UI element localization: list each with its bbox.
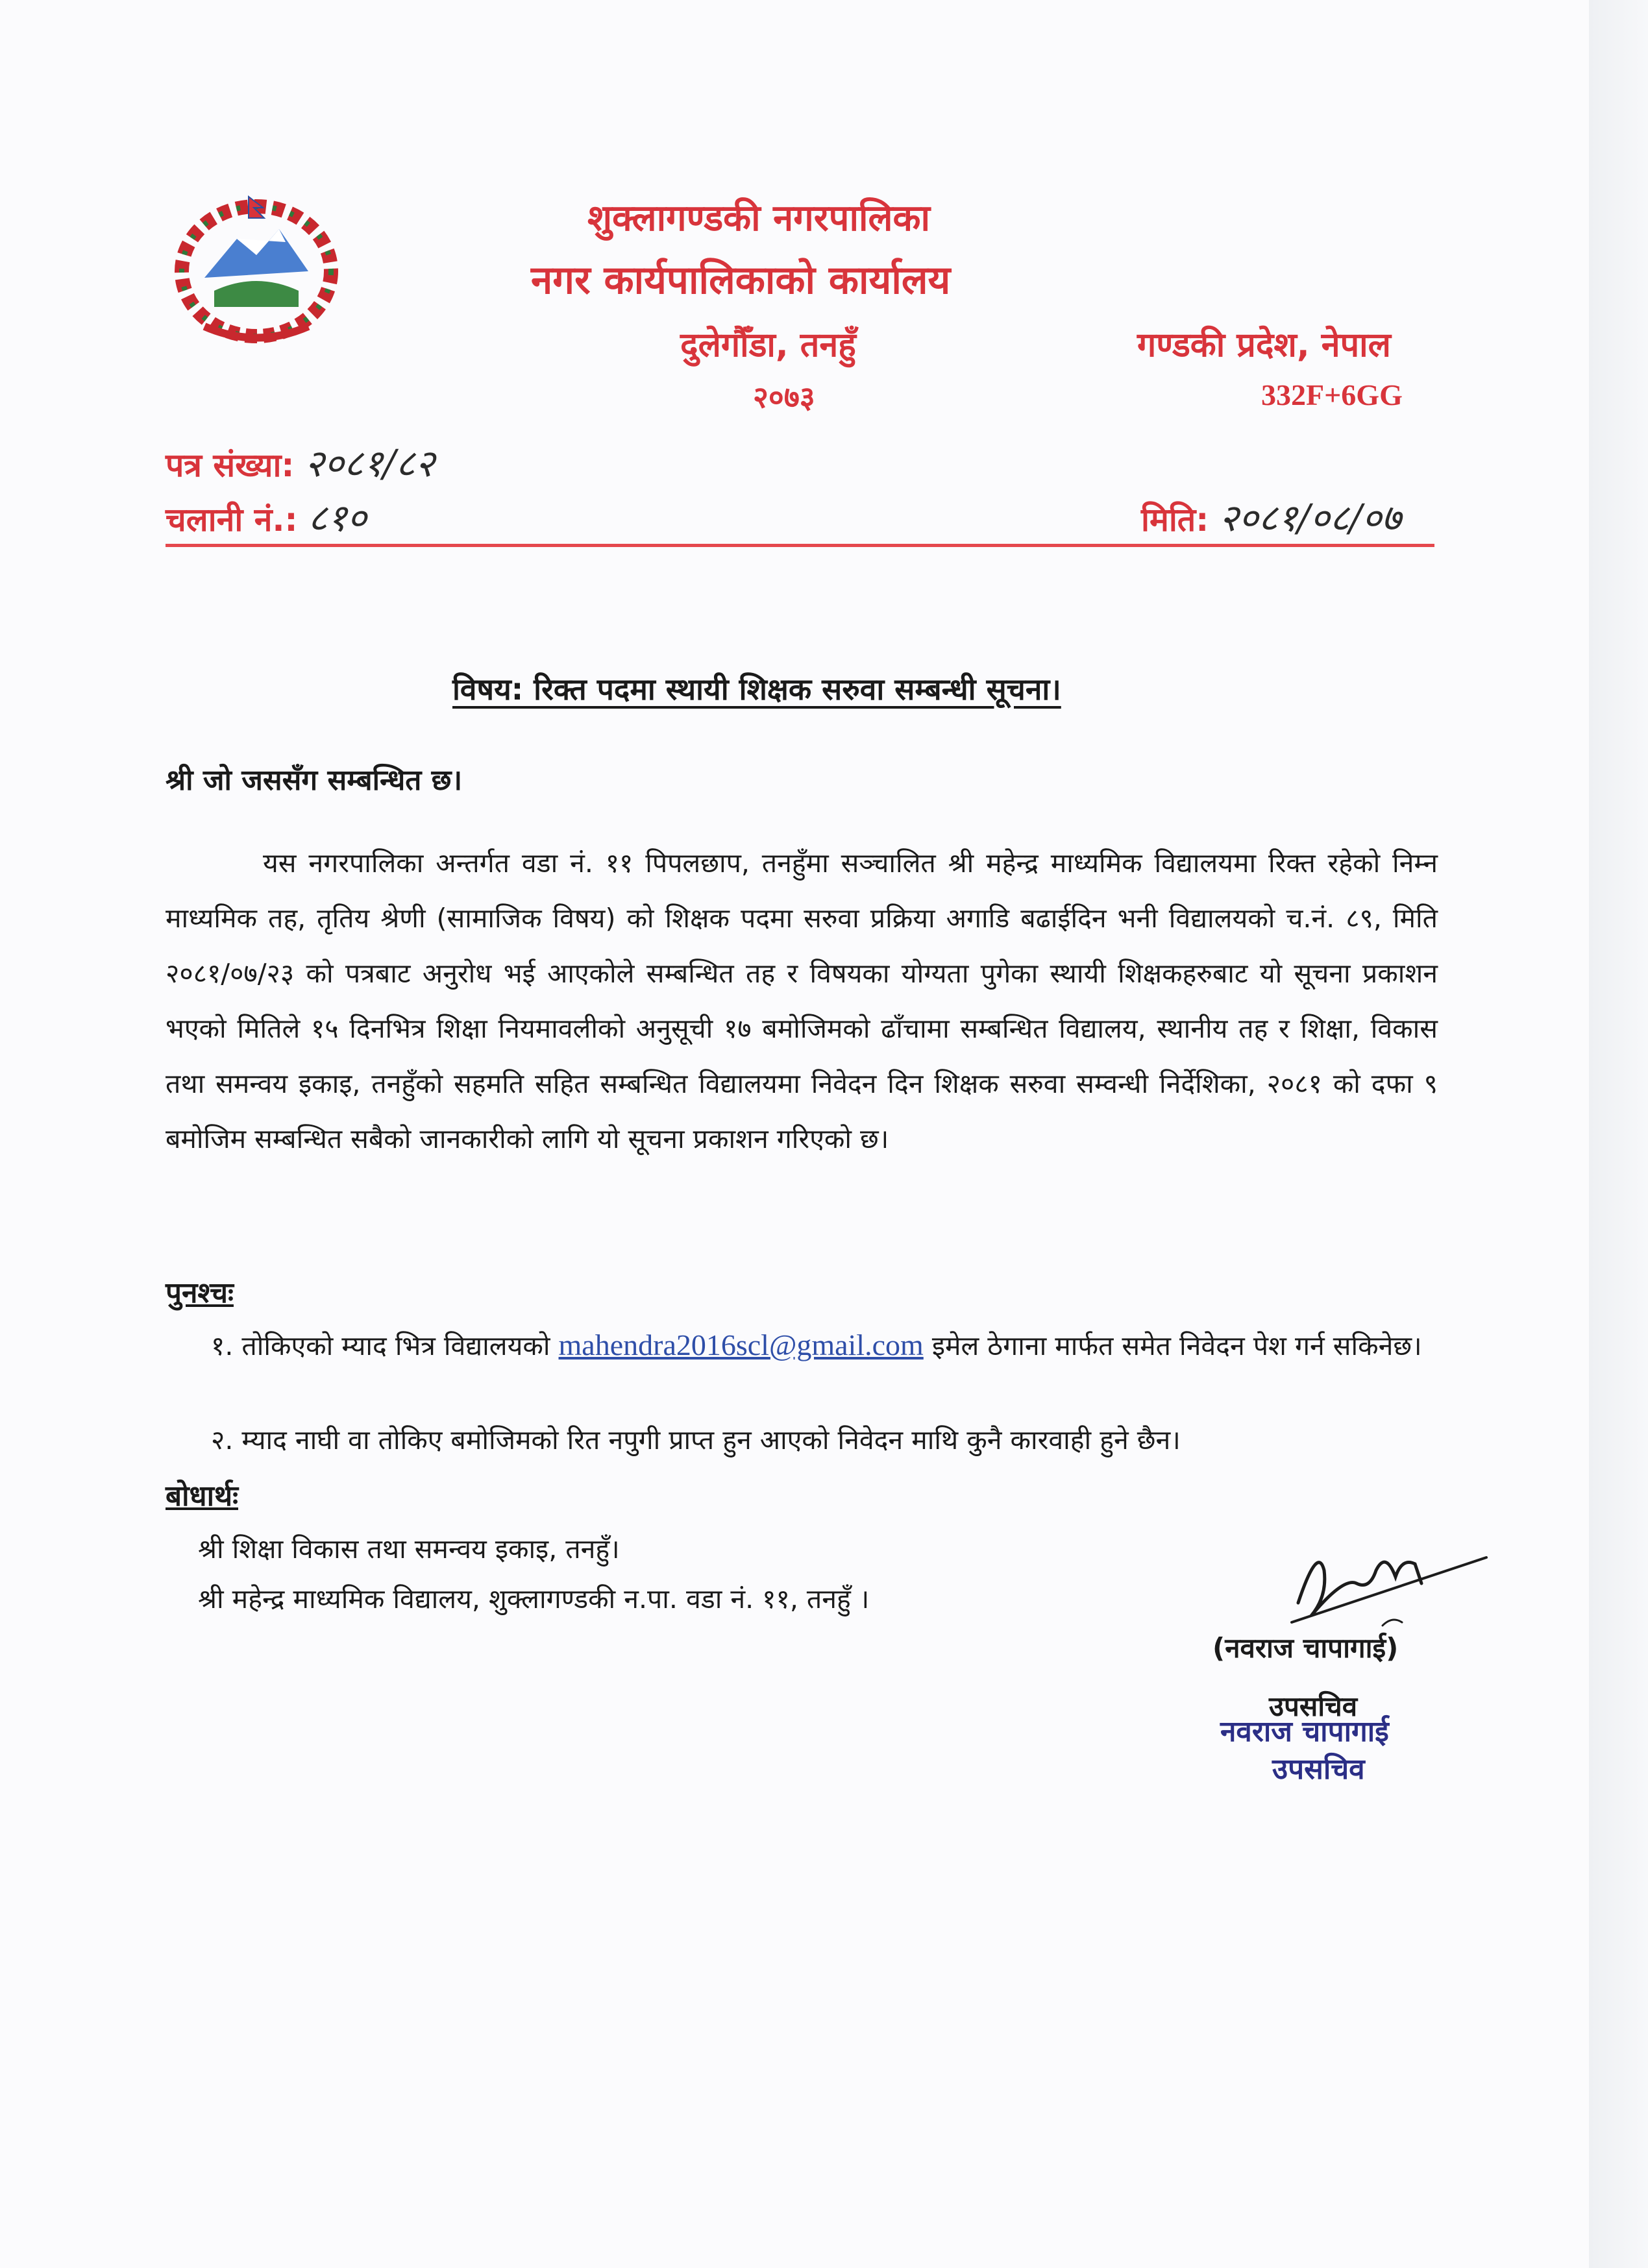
signatory-name: (नवराज चापागाई) [1212, 1632, 1399, 1664]
subject-line: विषय: रिक्त पदमा स्थायी शिक्षक सरुवा सम्बन्धी सूचना। [452, 672, 1061, 707]
dispatch-number-label: चलानी नं.: [166, 501, 298, 539]
postscript-item-1-text-end: इमेल ठेगाना मार्फत समेत निवेदन पेश गर्न सकिनेछ। [923, 1330, 1422, 1361]
letter-date [1141, 491, 1401, 542]
postscript-item-1-text: १. तोकिएको म्याद भित्र विद्यालयको [211, 1330, 559, 1361]
org-name: शुक्लागण्डकी नगरपालिका [587, 197, 930, 239]
postscript-heading: पुनश्चः [166, 1276, 234, 1310]
page-edge-shadow [1589, 0, 1648, 2268]
office-location: दुलेगौँडा, तनहुँ [680, 326, 856, 365]
signatory-designation: उपसचिव [1269, 1690, 1358, 1722]
letter-number-label: पत्र संख्या: [166, 446, 295, 484]
date-value: २०८१/०८/०७ [1219, 496, 1401, 540]
cc-item: श्री महेन्द्र माध्यमिक विद्यालय, शुक्लागण्डकी न.पा. वडा नं. ११, तनहुँ । [198, 1583, 870, 1615]
postscript-item-2: २. म्याद नाघी वा तोकिए बमोजिमको रित नपुगी प्राप्त हुन आएको निवेदन माथि कुनै कारवाही हुने छैन। [211, 1424, 1181, 1456]
body-paragraph: यस नगरपालिका अन्तर्गत वडा नं. ११ पिपलछाप, तनहुँमा सञ्चालित श्री महेन्द्र माध्यमिक विद्यालयमा रिक्त रहेको निम्न माध्यमिक तह, तृतिय श्रेणी (सामाजिक विषय) को शिक्षक पदमा सरुवा प्रक्रिया अगाडि बढाईदिन भनी विद्यालयको च.नं. ८९, मिति २०८१/०७/२३ को पत्रबाट अनुरोध भई आएकोले सम्बन्धित तह र विषयका योग्यता पुगेका स्थायी शिक्षकहरुबाट यो सूचना प्रकाशन भएको मितिले १५ दिनभित्र शिक्षा नियमावलीको अनुसूची १७ बमोजिमको ढाँचामा सम्बन्धित विद्यालय, स्थानीय तह र शिक्षा, विकास तथा समन्वय इकाइ, तनहुँको सहमति सहित सम्बन्धित विद्यालयमा निवेदन दिन शिक्षक सरुवा सम्वन्धी निर्देशिका, २०८१ को दफा ९ बमोजिम सम्बन्धित सबैको जानकारीको लागि यो सूचना प्रकाशन गरिएको छ। [166, 847, 1438, 1154]
letter-number-value: २०८१/८२ [304, 441, 435, 485]
office-name: नगर कार्यपालिकाको कार्यालय [531, 258, 951, 303]
stamp-designation: उपसचिव [1272, 1753, 1365, 1786]
handwritten-signature [1272, 1531, 1493, 1642]
school-email-link[interactable]: mahendra2016scl@gmail.com [558, 1328, 924, 1361]
established-year: २०७३ [753, 380, 815, 415]
dispatch-number-value: ८१० [308, 496, 367, 540]
date-label: मिति: [1141, 501, 1209, 539]
cc-item: श्री शिक्षा विकास तथा समन्वय इकाइ, तनहुँ। [198, 1533, 620, 1565]
letter-number [166, 436, 435, 487]
nepal-government-emblem [166, 193, 354, 352]
cc-heading: बोधार्थः [166, 1480, 238, 1513]
stamp-name: नवराज चापागाई [1220, 1715, 1389, 1748]
postscript-item-1 [166, 1320, 1438, 1371]
header-divider [166, 544, 1434, 547]
plus-code: 332F+6GG [1261, 378, 1403, 411]
province: गण्डकी प्रदेश, नेपाल [1137, 326, 1391, 365]
dispatch-number [166, 491, 367, 542]
salutation: श्री जो जससँग सम्बन्धित छ। [166, 764, 463, 797]
